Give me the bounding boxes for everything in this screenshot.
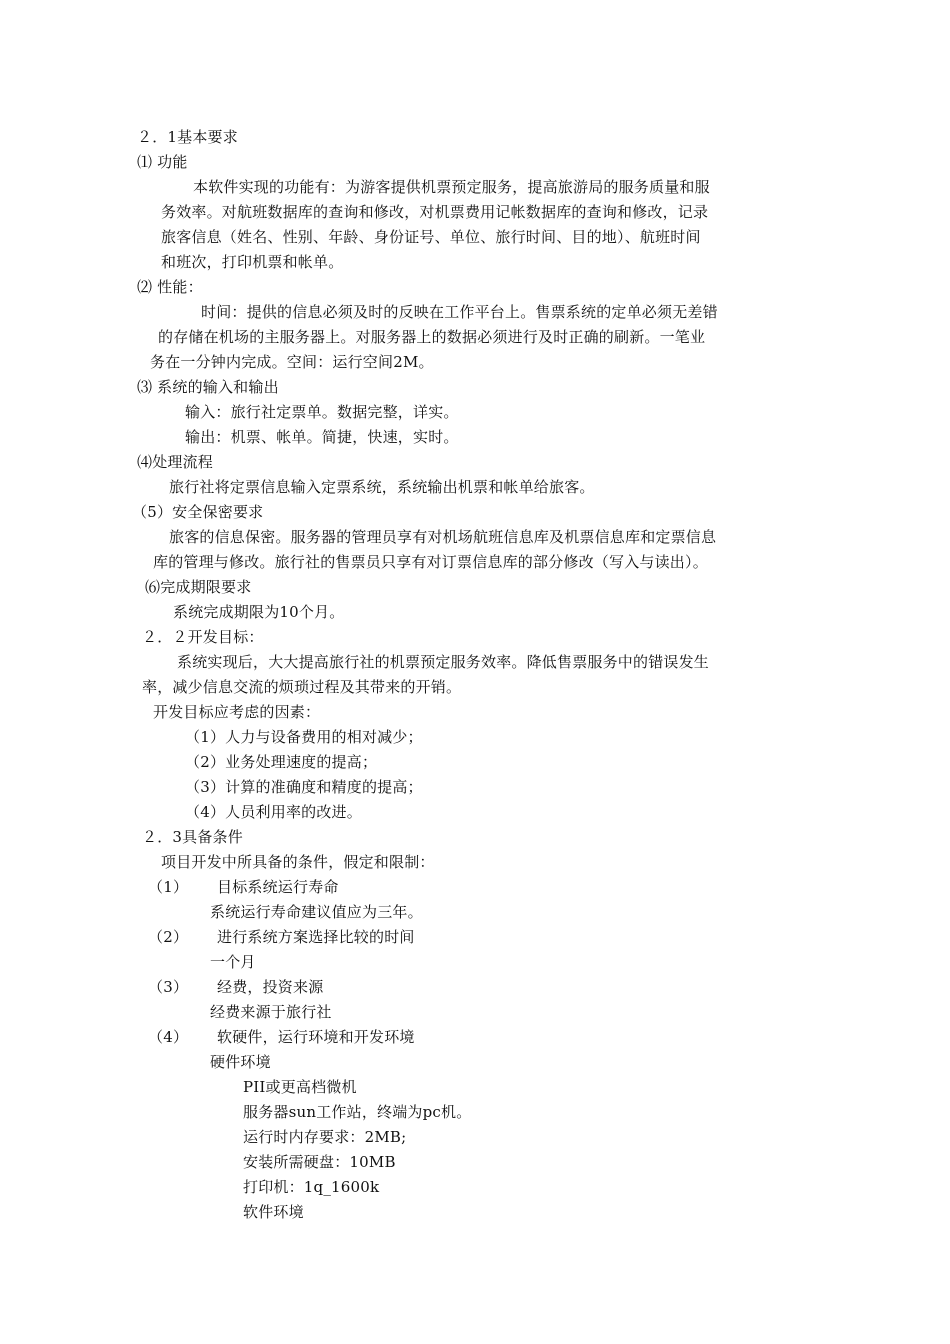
paragraph-line: 率，减少信息交流的烦琐过程及其带来的开销。 — [142, 678, 462, 696]
paragraph-line: 开发目标应考虑的因素： — [153, 703, 321, 721]
subheading-io: ⑶ 系统的输入和输出 — [137, 378, 279, 396]
list-item: （2）业务处理速度的提高； — [185, 753, 378, 771]
subheading-deadline: ⑹完成期限要求 — [145, 578, 252, 596]
hardware-spec: 安装所需硬盘：10MB — [243, 1153, 396, 1171]
paragraph-line: 输入：旅行社定票单。数据完整，详实。 — [185, 403, 459, 421]
list-item-detail: 经费来源于旅行社 — [210, 1003, 332, 1021]
list-number: （1） — [148, 878, 189, 896]
list-number: （4） — [148, 1028, 189, 1046]
list-item-title: 目标系统运行寿命 — [217, 878, 339, 896]
subheading-performance: ⑵ 性能： — [137, 278, 203, 296]
list-number: （3） — [148, 978, 189, 996]
list-item: （3）计算的准确度和精度的提高； — [185, 778, 423, 796]
paragraph-line: 的存储在机场的主服务器上。对服务器上的数据必须进行及时正确的刷新。一笔业 — [158, 328, 706, 346]
paragraph-line: 务效率。对航班数据库的查询和修改，对机票费用记帐数据库的查询和修改，记录 — [161, 203, 709, 221]
section-heading-2-1: ２．1基本要求 — [137, 128, 238, 146]
subheading-function: ⑴ 功能 — [137, 153, 188, 171]
list-item-title: 进行系统方案选择比较的时间 — [217, 928, 415, 946]
paragraph-line: 库的管理与修改。旅行社的售票员只享有对订票信息库的部分修改（写入与读出）。 — [153, 553, 708, 571]
list-item-title: 软硬件，运行环境和开发环境 — [217, 1028, 415, 1046]
subheading-security: （5）安全保密要求 — [132, 503, 264, 521]
paragraph-line: 本软件实现的功能有：为游客提供机票预定服务，提高旅游局的服务质量和服 — [193, 178, 710, 196]
list-number: （2） — [148, 928, 189, 946]
paragraph-line: 系统实现后，大大提高旅行社的机票预定服务效率。降低售票服务中的错误发生 — [177, 653, 710, 671]
hardware-spec: 打印机：1q_1600k — [243, 1178, 380, 1196]
hardware-spec: 运行时内存要求：2MB; — [243, 1128, 407, 1146]
paragraph-line: 输出：机票、帐单。简捷，快速，实时。 — [185, 428, 459, 446]
hardware-spec: PII或更高档微机 — [243, 1078, 357, 1096]
section-heading-2-2: ２．２开发目标： — [142, 628, 264, 646]
list-item: （4）人员利用率的改进。 — [185, 803, 362, 821]
paragraph-line: 和班次，打印机票和帐单。 — [161, 253, 344, 271]
list-item-detail: 系统运行寿命建议值应为三年。 — [210, 903, 423, 921]
subheading-process-flow: ⑷处理流程 — [137, 453, 214, 471]
list-item-detail: 硬件环境 — [210, 1053, 271, 1071]
paragraph-line: 旅行社将定票信息输入定票系统，系统输出机票和帐单给旅客。 — [169, 478, 595, 496]
paragraph-line: 旅客信息（姓名、性别、年龄、身份证号、单位、旅行时间、目的地）、航班时间 — [161, 228, 701, 246]
section-heading-2-3: ２．3具备条件 — [142, 828, 243, 846]
list-item-title: 经费，投资来源 — [217, 978, 324, 996]
paragraph-line: 项目开发中所具备的条件，假定和限制： — [161, 853, 435, 871]
list-item: （1）人力与设备费用的相对减少； — [185, 728, 423, 746]
list-item-detail: 一个月 — [210, 953, 256, 971]
paragraph-line: 系统完成期限为10个月。 — [173, 603, 345, 621]
hardware-spec: 服务器sun工作站，终端为pc机。 — [243, 1103, 472, 1121]
paragraph-line: 务在一分钟内完成。空间：运行空间2M。 — [150, 353, 434, 371]
paragraph-line: 时间：提供的信息必须及时的反映在工作平台上。售票系统的定单必须无差错 — [201, 303, 718, 321]
software-env-heading: 软件环境 — [243, 1203, 304, 1221]
paragraph-line: 旅客的信息保密。服务器的管理员享有对机场航班信息库及机票信息库和定票信息 — [169, 528, 717, 546]
